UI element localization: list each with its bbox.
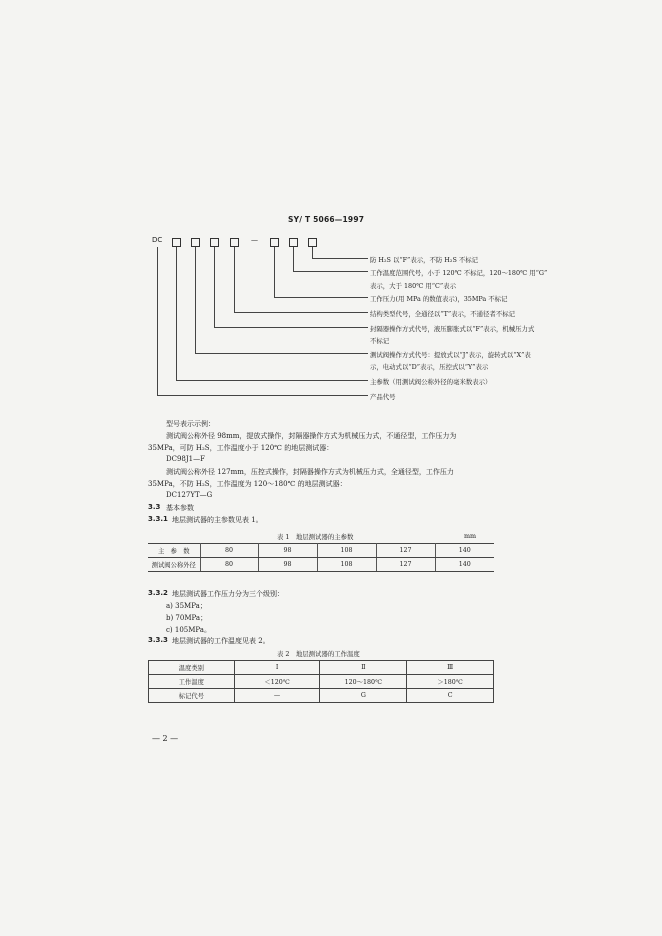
table-cell: 127	[376, 558, 435, 572]
list-item: a) 35MPa；	[166, 602, 207, 610]
code-box	[270, 238, 279, 247]
table-row	[148, 558, 494, 572]
standard-number: SY/ T 5066—1997	[288, 215, 365, 224]
connector-line	[214, 327, 368, 328]
table-unit: mm	[464, 532, 477, 540]
paragraph-line: 地层测试器的主参数见表 1。	[172, 516, 263, 524]
table-row	[148, 544, 494, 558]
connector-line	[234, 312, 368, 313]
code-box	[230, 238, 239, 247]
diagram-prefix: DC	[152, 236, 163, 244]
table-cell: 80	[200, 558, 258, 572]
connector-line	[312, 258, 368, 259]
section-number: 3.3.2	[148, 589, 168, 597]
paragraph-line: 地层测试器工作压力分为三个级别：	[172, 590, 284, 598]
list-item: c) 105MPa。	[166, 626, 211, 634]
diagram-dash: —	[251, 236, 258, 244]
diagram-label: 防 H₂S 以“F”表示，不防 H₂S 不标记	[370, 256, 479, 264]
model-code: DC98J1—F	[166, 455, 205, 463]
table-cell: Ⅲ	[407, 661, 494, 675]
table-cell: 140	[435, 544, 494, 558]
code-box	[172, 238, 181, 247]
model-code: DC127YT—G	[166, 491, 213, 499]
table-cell: 140	[435, 558, 494, 572]
table-cell: 80	[200, 544, 258, 558]
diagram-label: 产品代号	[370, 393, 396, 401]
table-row	[149, 689, 494, 703]
connector-line	[214, 247, 215, 327]
diagram-label: 测试阀操作方式代号：提放式以“J”表示，旋转式以“X”表	[370, 351, 531, 359]
diagram-label: 工作温度范围代号，小于 120℃ 不标记，120～180℃ 用“G”	[370, 269, 548, 277]
connector-line	[195, 247, 196, 353]
table-cell: ＞180℃	[407, 675, 494, 689]
table-cell: G	[320, 689, 407, 703]
connector-line	[157, 395, 368, 396]
table-cell: 测试阀公称外径	[148, 558, 200, 572]
table-cell: 127	[376, 544, 435, 558]
connector-line	[293, 271, 368, 272]
table-cell: 温度类别	[149, 661, 235, 675]
connector-line	[176, 247, 177, 380]
paragraph-line: 35MPa，可防 H₂S，工作温度小于 120℃ 的地层测试器：	[148, 444, 334, 452]
example-title: 型号表示示例：	[166, 420, 215, 428]
table-cell: 98	[258, 544, 317, 558]
paragraph-line: 地层测试器的工作温度见表 2。	[172, 637, 270, 645]
paragraph-line: 测试阀公称外径 98mm，提放式操作，封隔器操作方式为机械压力式，不通径型，工作压力为	[166, 432, 457, 440]
table-cell: ＜120℃	[234, 675, 320, 689]
connector-line	[195, 353, 368, 354]
code-box	[289, 238, 298, 247]
diagram-label: 封隔器操作方式代号，液压膨胀式以“F”表示，机械压力式	[370, 325, 535, 333]
code-box	[191, 238, 200, 247]
connector-line	[176, 380, 368, 381]
list-item: b) 70MPa；	[166, 614, 208, 622]
table-cell: Ⅰ	[234, 661, 320, 675]
page-number: — 2 —	[152, 734, 179, 743]
diagram-label: 示，电动式以“D”表示，压控式以“Y”表示	[370, 363, 489, 371]
table-cell: 108	[317, 544, 376, 558]
section-title: 基本参数	[166, 504, 194, 512]
table-cell: 98	[258, 558, 317, 572]
table-cell: 120～180℃	[320, 675, 407, 689]
diagram-label: 主参数（用测试阀公称外径的毫米数表示）	[370, 378, 492, 386]
table-cell: —	[234, 689, 320, 703]
table-cell: 主 参 数	[148, 544, 200, 558]
paragraph-line: 测试阀公称外径 127mm，压控式操作，封隔器操作方式为机械压力式，全通径型，工作压力	[166, 468, 454, 476]
diagram-label: 表示，大于 180℃ 用“C”表示	[370, 282, 456, 290]
table-cell: 工作温度	[149, 675, 235, 689]
code-box	[308, 238, 317, 247]
table-row	[149, 675, 494, 689]
diagram-label: 结构类型代号，全通径以“T”表示，不通径者不标记	[370, 310, 515, 318]
connector-line	[274, 297, 368, 298]
connector-line	[293, 247, 294, 271]
connector-line	[274, 247, 275, 297]
table-cell: C	[407, 689, 494, 703]
table-cell: 108	[317, 558, 376, 572]
connector-line	[312, 247, 313, 258]
section-number: 3.3.1	[148, 515, 168, 523]
diagram-label: 不标记	[370, 337, 390, 345]
table-cell: 标记代号	[149, 689, 235, 703]
temperature-table	[148, 660, 494, 703]
parameter-table	[148, 543, 494, 572]
connector-line	[234, 247, 235, 312]
table-cell: Ⅱ	[320, 661, 407, 675]
table-row	[149, 661, 494, 675]
section-number: 3.3	[148, 503, 161, 511]
paragraph-line: 35MPa，不防 H₂S，工作温度为 120～180℃ 的地层测试器：	[148, 480, 347, 488]
connector-line	[157, 247, 158, 395]
diagram-label: 工作压力(用 MPa 的数值表示)，35MPa 不标记	[370, 295, 508, 303]
code-box	[210, 238, 219, 247]
table-caption: 表 2 地层测试器的工作温度	[277, 650, 360, 658]
section-number: 3.3.3	[148, 636, 168, 644]
table-caption: 表 1 地层测试器的主参数	[277, 533, 354, 541]
